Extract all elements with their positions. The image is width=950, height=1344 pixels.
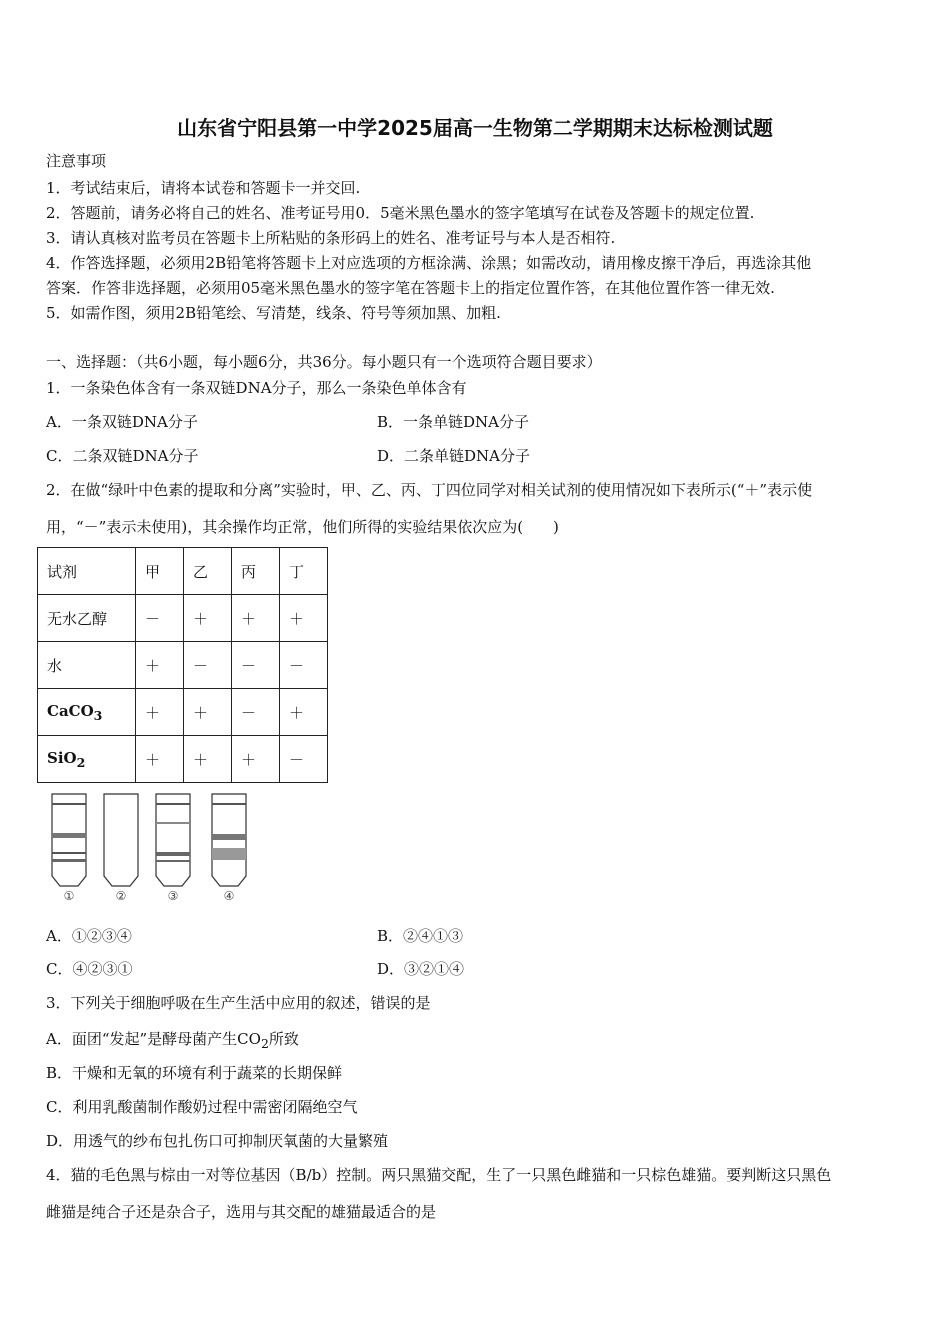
strip-1: [52, 794, 86, 886]
notice-item: 3．请认真核对监考员在答题卡上所粘贴的条形码上的姓名、准考证号与本人是否相符.: [46, 229, 616, 247]
strip-label: ④: [223, 889, 235, 903]
q1-option-d: D．二条单链DNA分子: [377, 447, 531, 465]
question-1-stem: 1．一条染色体含有一条双链DNA分子，那么一条染色单体含有: [46, 379, 467, 397]
q3-option-b: B．干燥和无氧的环境有利于蔬菜的长期保鲜: [46, 1064, 343, 1082]
table-cell: －: [280, 642, 328, 689]
table-cell: ＋: [184, 595, 232, 642]
formula-subscript: 2: [76, 754, 86, 770]
notice-item: 1．考试结束后，请将本试卷和答题卡一并交回.: [46, 179, 361, 197]
strip-label: ①: [63, 889, 75, 903]
question-2-stem-cont: 用，“－”表示未使用)，其余操作均正常，他们所得的实验结果依次应为( ): [46, 518, 559, 536]
strip-2: [104, 794, 138, 886]
table-cell: ＋: [136, 642, 184, 689]
q1-option-c: C．二条双链DNA分子: [46, 447, 199, 465]
q2-option-b: B．②④①③: [377, 927, 464, 945]
notice-item: 4．作答选择题，必须用2B铅笔将答题卡上对应选项的方框涂满、涂黑；如需改动，请用橡皮擦干净后，再选涂其他: [46, 254, 812, 272]
table-cell: 无水乙醇: [38, 595, 136, 642]
section-heading: 一、选择题：（共6小题，每小题6分，共36分。每小题只有一个选项符合题目要求）: [46, 353, 602, 371]
table-row: [38, 689, 328, 736]
formula-subscript: 3: [93, 707, 103, 723]
q3-option-a-tail: 所致: [268, 1030, 299, 1048]
table-cell: [38, 736, 136, 783]
table-cell: 水: [38, 642, 136, 689]
q3-option-a: [46, 1028, 299, 1051]
table-cell: ＋: [136, 736, 184, 783]
chromatography-strips-figure: [40, 790, 270, 908]
q3-option-d: D．用透气的纱布包扎伤口可抑制厌氧菌的大量繁殖: [46, 1132, 389, 1150]
table-header-cell: 丙: [232, 548, 280, 595]
table-header-cell: 试剂: [38, 548, 136, 595]
page-title: 山东省宁阳县第一中学2025届高一生物第二学期期末达标检测试题: [177, 116, 773, 140]
question-4-stem: 4．猫的毛色黑与棕由一对等位基因（B/b）控制。两只黑猫交配，生了一只黑色雌猫和一只棕色雄猫。要判断这只黑色: [46, 1166, 832, 1184]
table-cell: －: [232, 642, 280, 689]
reagent-table: [37, 547, 328, 783]
question-2-stem: 2．在做“绿叶中色素的提取和分离”实验时，甲、乙、丙、丁四位同学对相关试剂的使用情况如下表所示(“＋”表示使: [46, 481, 813, 499]
notice-item: 5．如需作图，须用2B铅笔绘、写清楚，线条、符号等须加黑、加粗.: [46, 304, 501, 322]
q2-option-a: A．①②③④: [46, 927, 132, 945]
table-row: [38, 736, 328, 783]
table-cell: ＋: [136, 689, 184, 736]
table-cell: －: [280, 736, 328, 783]
table-cell: [38, 689, 136, 736]
table-cell: －: [232, 689, 280, 736]
notice-item: 2．答题前，请务必将自己的姓名、准考证号用0．5毫米黑色墨水的签字笔填写在试卷及答题卡的规定位置.: [46, 204, 755, 222]
formula-subscript: 2: [260, 1036, 269, 1051]
formula-text: SiO: [47, 748, 77, 767]
strip-3: [156, 794, 190, 886]
table-cell: －: [136, 595, 184, 642]
table-cell: ＋: [184, 736, 232, 783]
table-cell: ＋: [232, 595, 280, 642]
notice-item: 答案．作答非选择题，必须用05毫米黑色墨水的签字笔在答题卡上的指定位置作答，在其他位置作答一律无效.: [46, 279, 775, 297]
table-cell: ＋: [184, 689, 232, 736]
q3-option-a-text: A．面团“发起”是酵母菌产生CO: [46, 1030, 261, 1048]
question-4-stem-cont: 雌猫是纯合子还是杂合子，选用与其交配的雄猫最适合的是: [46, 1203, 437, 1221]
table-header-cell: 甲: [136, 548, 184, 595]
strip-label: ③: [167, 889, 179, 903]
table-header-cell: 乙: [184, 548, 232, 595]
q2-option-d: D．③②①④: [377, 960, 465, 978]
question-3-stem: 3．下列关于细胞呼吸在生产生活中应用的叙述，错误的是: [46, 994, 431, 1012]
table-cell: ＋: [280, 595, 328, 642]
table-cell: －: [184, 642, 232, 689]
q2-option-c: C．④②③①: [46, 960, 133, 978]
strip-label: ②: [115, 889, 127, 903]
table-cell: ＋: [232, 736, 280, 783]
strip-4: [212, 794, 246, 886]
notice-heading: 注意事项: [46, 152, 107, 170]
q1-option-a: A．一条双链DNA分子: [46, 413, 198, 431]
table-cell: ＋: [280, 689, 328, 736]
table-row: [38, 595, 328, 642]
table-row: [38, 642, 328, 689]
q3-option-c: C．利用乳酸菌制作酸奶过程中需密闭隔绝空气: [46, 1098, 358, 1116]
table-header-row: [38, 548, 328, 595]
q1-option-b: B．一条单链DNA分子: [377, 413, 530, 431]
formula-text: CaCO: [47, 701, 94, 720]
table-header-cell: 丁: [280, 548, 328, 595]
